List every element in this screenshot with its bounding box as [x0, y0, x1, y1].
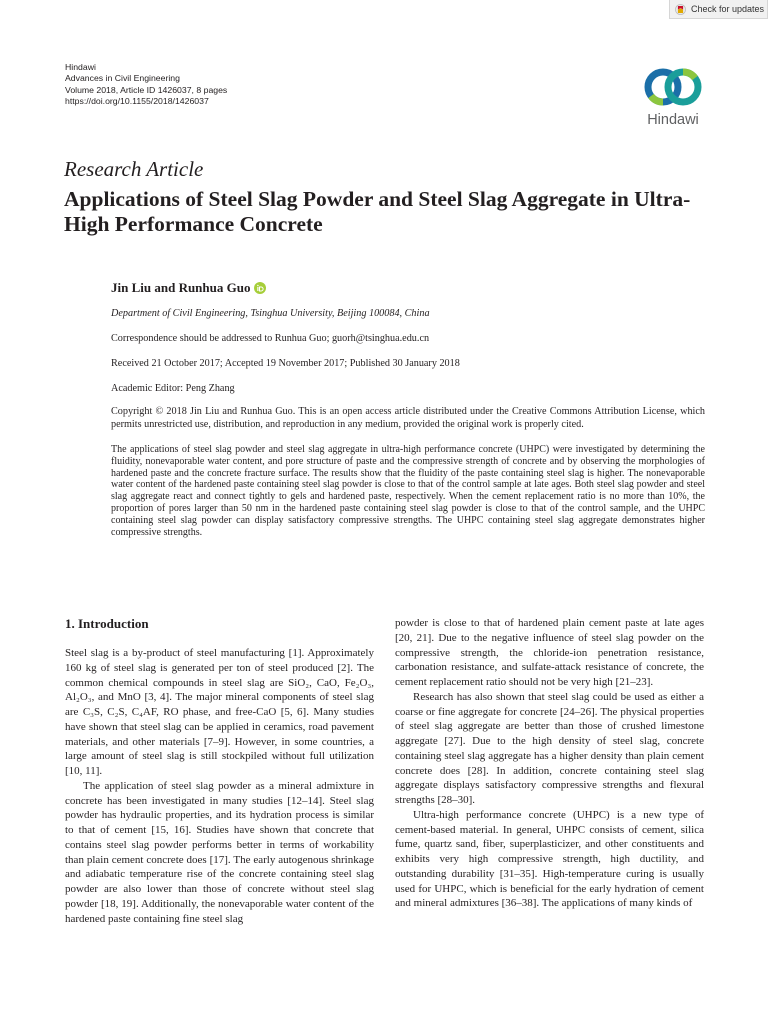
orcid-icon[interactable]: [254, 282, 266, 294]
volume-info: Volume 2018, Article ID 1426037, 8 pages: [65, 84, 228, 95]
article-title: Applications of Steel Slag Powder and Steel Slag Aggregate in Ultra-High Performance Concrete: [64, 187, 691, 236]
paragraph: The application of steel slag powder as a mineral admixture in concrete has been investigated in many studies [12–14]. Steel slag powder has hydraulic properties, and its hydration process is similar to that of cement [15, 16]. Studies have shown that concrete that contains steel slag powder performs better in terms of workability than plain cement concrete does [17]. The early autogenous shrinkage and adiabatic temperature rise of the concrete containing steel slag powder are also lower than those of concrete without steel slag powder [18, 19]. Additionally, the nonevaporable water content of the hardened paste containing fine steel slag: [65, 779, 374, 925]
journal-info: [65, 62, 227, 108]
academic-editor: Academic Editor: Peng Zhang: [111, 383, 235, 394]
paragraph: Ultra-high performance concrete (UHPC) is a new type of cement-based material. In general, UHPC consists of cement, silica fume, quartz sand, fiber, superplasticizer, and other constituents and exhibits very high compressive strength, high ductility, and outstanding durability [31–35]. High-temperature curing is usually used for UHPC, which is beneficial for the early hydration of cement and mineral admixtures [36–38]. The applications of many kinds of: [395, 808, 704, 910]
hindawi-logo-text: Hindawi: [647, 112, 699, 128]
authors: Jin Liu and Runhua Guo: [111, 280, 251, 295]
left-column: [65, 616, 374, 926]
crossmark-icon: [675, 4, 686, 15]
paragraph: Steel slag is a by-product of steel manufacturing [1]. Approximately 160 kg of steel slag is generated per ton of steel produced [2]. The common chemical compounds in steel slag are SiO₂, CaO, Fe₂O₃, Al₂O₃, and MnO [3, 4]. The major mineral components of steel slag are C₃S, C₂S, C₄AF, RO phase, and free-CaO [5, 6]. Many studies have shown that steel slag can be applied in ceramics, road pavement materials, and other materials [7–9]. However, in some countries, a large amount of steel slag is still stockpiled without full utilization [10, 11].: [65, 647, 374, 777]
check-for-updates-button[interactable]: [669, 0, 768, 19]
check-for-updates-label: Check for updates: [691, 4, 765, 14]
hindawi-logo: [638, 63, 708, 129]
paragraph: powder is close to that of hardened plain cement paste at late ages [20, 21]. Due to the negative influence of steel slag powder on the compressive strength, the chloride-ion penetration resistance, carbonation resistance, and sulfate-attack resistance of concrete, the cement replacement ratio should not be very high [21–23].: [395, 617, 704, 688]
copyright-notice: Copyright © 2018 Jin Liu and Runhua Guo. This is an open access article distributed under the Creative Commons Attribution License, which permits unrestricted use, distribution, and reproduction in any medium, provided the original work is properly cited.: [111, 406, 705, 430]
hindawi-logo-icon: [638, 63, 708, 111]
abstract: The applications of steel slag powder and steel slag aggregate in ultra-high performance concrete (UHPC) were investigated by determining the fluidity, nonevaporable water content, and pore structure of paste and the compressive strength of concrete and by observing the morphologies of hardened paste and the concrete fracture surface. The results show that the fluidity of the paste containing steel slag is higher. The nonevaporable water content of the hardened paste containing steel slag powder is close to that of the control sample at late ages. Both steel slag powder and steel slag aggregate react and connect tightly to gels and hardened paste, respectively. When the cement replacement ratio is no more than 10%, the proportion of pores larger than 50 nm in the hardened paste containing steel slag powder is close to that of the control sample, and the UHPC containing steel slag powder can display satisfactory compressive strengths. The UHPC containing steel slag aggregate demonstrates higher compressive strengths.: [111, 444, 705, 538]
journal-name: Advances in Civil Engineering: [65, 73, 180, 84]
section-heading: 1. Introduction: [65, 616, 149, 631]
affiliation: Department of Civil Engineering, Tsinghua University, Beijing 100084, China: [111, 308, 430, 319]
correspondence: Correspondence should be addressed to Runhua Guo; guorh@tsinghua.edu.cn: [111, 333, 430, 344]
paragraph: Research has also shown that steel slag could be used as either a coarse or fine aggregate for concrete [24–26]. The physical properties of steel slag aggregate are better than those of crushed limestone aggregate [27]. Due to the high density of steel slag, concrete containing steel slag aggregate has a higher density than plain cement concrete does [28]. In addition, concrete containing steel slag aggregate displays satisfactory compressive strengths and flexural strengths [28–30].: [395, 690, 704, 806]
author-line: [111, 280, 266, 296]
doi-link[interactable]: https://doi.org/10.1155/2018/1426037: [65, 96, 209, 107]
article-type: Research Article: [64, 157, 204, 181]
right-column: [395, 616, 704, 911]
publisher-name: Hindawi: [65, 62, 96, 72]
publication-dates: Received 21 October 2017; Accepted 19 November 2017; Published 30 January 2018: [111, 358, 460, 369]
